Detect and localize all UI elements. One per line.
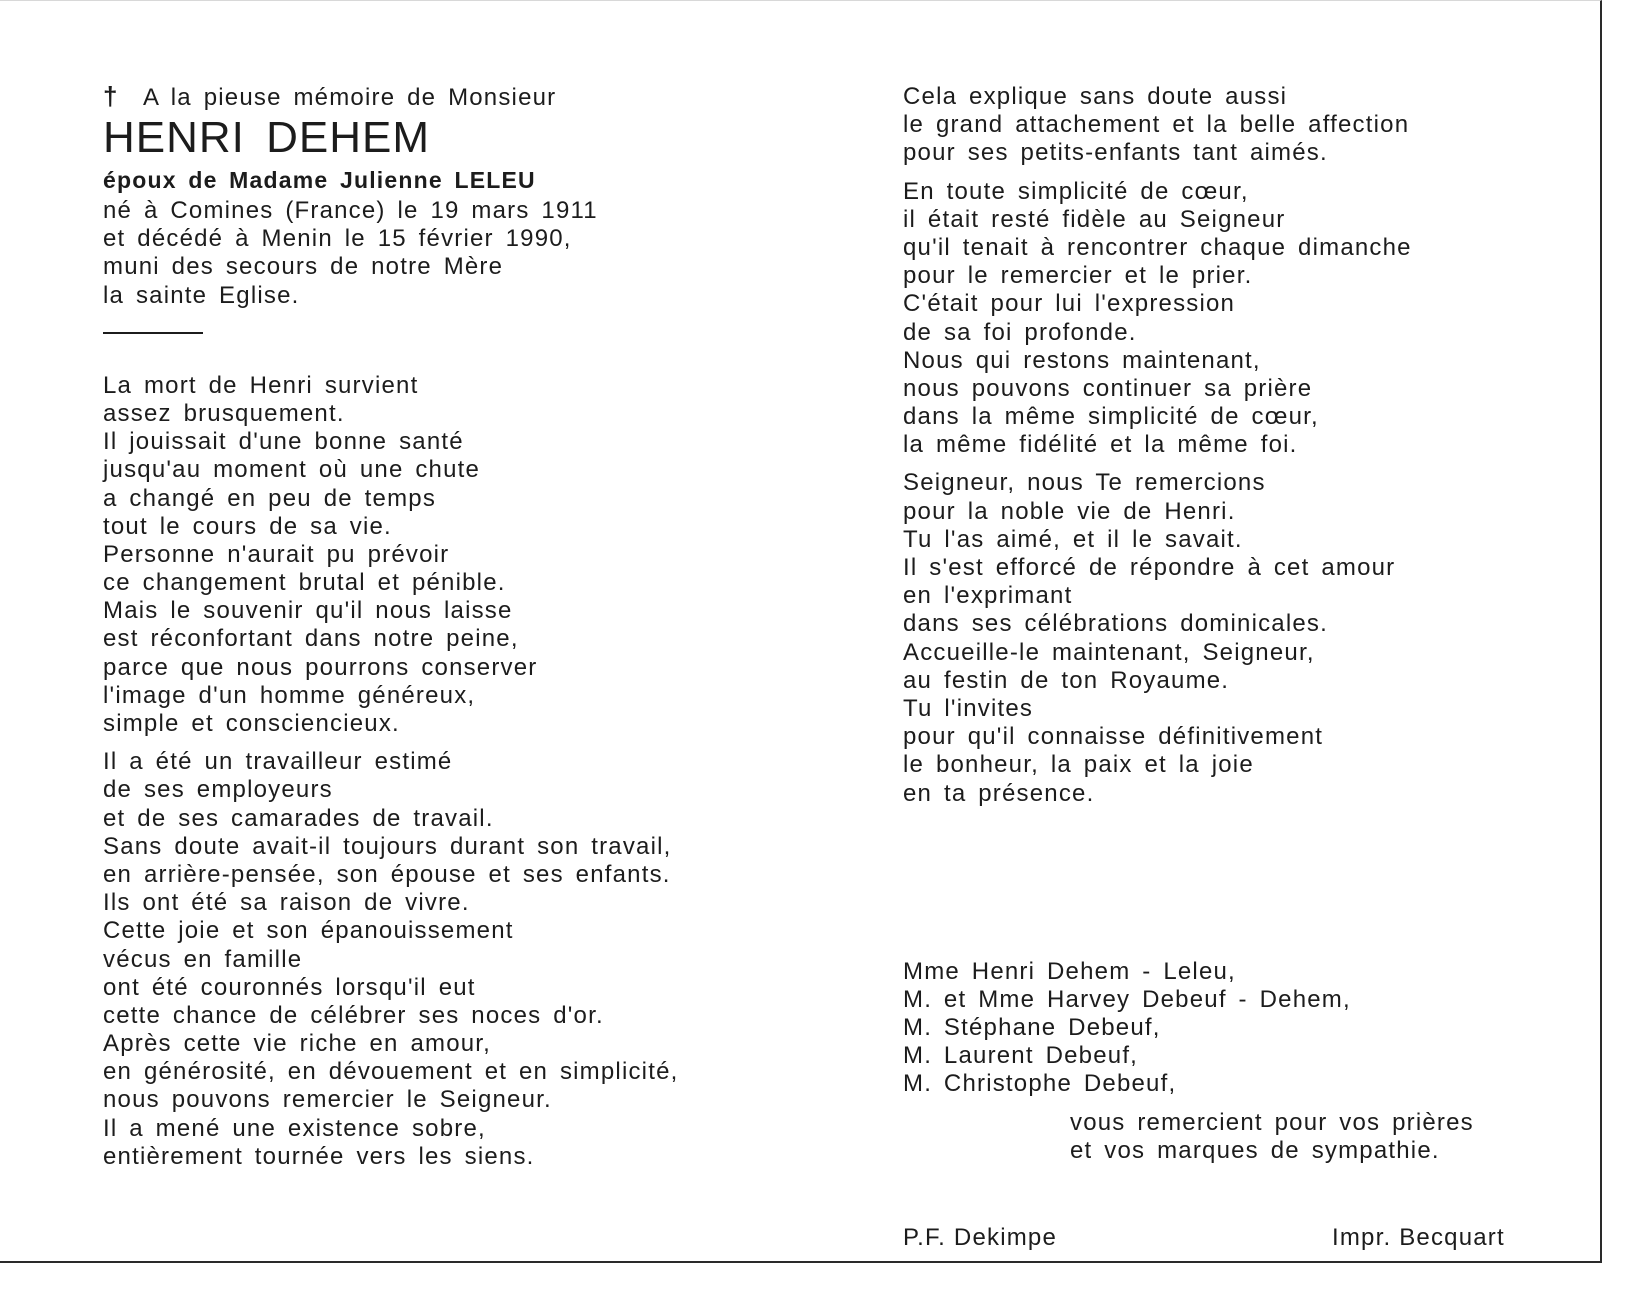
text-line: l'image d'un homme généreux, bbox=[103, 681, 476, 709]
text-line: parce que nous pourrons conserver bbox=[103, 653, 538, 681]
birth-line: né à Comines (France) le 19 mars 1911 bbox=[103, 197, 598, 224]
text-line: pour qu'il connaisse définitivement bbox=[903, 723, 1324, 751]
text-line: et de ses camarades de travail. bbox=[103, 804, 494, 832]
text-line: Nous qui restons maintenant, bbox=[903, 346, 1261, 374]
text-line: il était resté fidèle au Seigneur bbox=[903, 205, 1286, 233]
paragraph-gap bbox=[103, 738, 763, 748]
text-line: ce changement brutal et pénible. bbox=[103, 569, 506, 597]
paragraph-gap bbox=[903, 168, 1563, 178]
text-line: Ils ont été sa raison de vivre. bbox=[103, 889, 470, 917]
cross-icon: † bbox=[103, 81, 119, 111]
text-line: de ses employeurs bbox=[103, 776, 333, 804]
text-line: nous pouvons remercier le Seigneur. bbox=[103, 1086, 552, 1114]
text-line: ont été couronnés lorsqu'il eut bbox=[103, 973, 476, 1001]
church-line: la sainte Eglise. bbox=[103, 281, 300, 309]
left-paragraph-1 bbox=[103, 372, 763, 738]
text-line: entièrement tournée vers les siens. bbox=[103, 1142, 535, 1170]
memorial-line bbox=[103, 81, 763, 111]
text-line: est réconfortant dans notre peine, bbox=[103, 625, 519, 653]
text-line: Tu l'as aimé, et il le savait. bbox=[903, 525, 1243, 553]
text-line: assez brusquement. bbox=[103, 399, 345, 427]
text-line: Personne n'aurait pu prévoir bbox=[103, 540, 450, 568]
text-line: Sans doute avait-il toujours durant son travail, bbox=[103, 832, 672, 860]
right-paragraph-2 bbox=[903, 178, 1563, 460]
paragraph-gap bbox=[903, 459, 1563, 469]
text-line: nous pouvons continuer sa prière bbox=[903, 374, 1313, 402]
memorial-text: A la pieuse mémoire de Monsieur bbox=[143, 84, 557, 111]
left-paragraph-2 bbox=[103, 748, 763, 1171]
printer-credit: Impr. Becquart bbox=[1332, 1224, 1505, 1251]
text-line: Accueille-le maintenant, Seigneur, bbox=[903, 638, 1315, 666]
text-line: Mais le souvenir qu'il nous laisse bbox=[103, 597, 513, 625]
text-line: le grand attachement et la belle affection bbox=[903, 111, 1410, 139]
text-line: pour le remercier et le prier. bbox=[903, 262, 1253, 290]
scan-margin-bottom bbox=[0, 1264, 1648, 1302]
text-line: Après cette vie riche en amour, bbox=[103, 1030, 492, 1058]
death-line: et décédé à Menin le 15 février 1990, bbox=[103, 225, 572, 253]
text-line: en l'exprimant bbox=[903, 582, 1073, 610]
text-line: La mort de Henri survient bbox=[103, 371, 419, 399]
text-line: Il jouissait d'une bonne santé bbox=[103, 428, 464, 456]
thanks-block bbox=[903, 1109, 1563, 1165]
text-line: Il a été un travailleur estimé bbox=[103, 748, 453, 776]
text-line: en générosité, en dévouement et en simplicité, bbox=[103, 1058, 679, 1086]
text-line: qu'il tenait à rencontrer chaque dimanche bbox=[903, 233, 1412, 261]
text-line: le bonheur, la paix et la joie bbox=[903, 751, 1254, 779]
text-line: tout le cours de sa vie. bbox=[103, 512, 392, 540]
text-line: au festin de ton Royaume. bbox=[903, 666, 1230, 694]
text-line: Il a mené une existence sobre, bbox=[103, 1114, 486, 1142]
family-member: M. et Mme Harvey Debeuf - Dehem, bbox=[903, 985, 1351, 1013]
text-line: vécus en famille bbox=[103, 945, 303, 973]
text-line: dans la même simplicité de cœur, bbox=[903, 403, 1319, 431]
text-line: simple et consciencieux. bbox=[103, 710, 400, 737]
text-line: en ta présence. bbox=[903, 779, 1095, 807]
text-line: Cette joie et son épanouissement bbox=[103, 917, 514, 945]
text-line: la même fidélité et la même foi. bbox=[903, 431, 1298, 459]
text-line: en arrière-pensée, son épouse et ses enfants. bbox=[103, 860, 671, 888]
right-paragraph-1 bbox=[903, 83, 1563, 168]
text-line: C'était pour lui l'expression bbox=[903, 290, 1236, 318]
text-line: pour la noble vie de Henri. bbox=[903, 497, 1236, 525]
text-line: jusqu'au moment où une chute bbox=[103, 456, 481, 484]
text-line: Cela explique sans doute aussi bbox=[903, 83, 1288, 110]
text-line: a changé en peu de temps bbox=[103, 484, 437, 512]
text-line: Il s'est efforcé de répondre à cet amour bbox=[903, 554, 1396, 581]
paragraph-gap bbox=[903, 1099, 1563, 1109]
family-member: M. Laurent Debeuf, bbox=[903, 1042, 1139, 1070]
divider bbox=[103, 332, 203, 334]
text-line: de sa foi profonde. bbox=[903, 318, 1137, 346]
left-column bbox=[103, 81, 763, 1171]
thanks-line: et vos marques de sympathie. bbox=[1070, 1136, 1440, 1164]
text-line: Seigneur, nous Te remercions bbox=[903, 469, 1266, 497]
text-line: En toute simplicité de cœur, bbox=[903, 177, 1249, 205]
funeral-director: P.F. Dekimpe bbox=[903, 1224, 1058, 1251]
family-gap bbox=[903, 808, 1563, 958]
scan-margin-right bbox=[1604, 0, 1648, 1302]
text-line: Tu l'invites bbox=[903, 694, 1034, 722]
family-member: M. Christophe Debeuf, bbox=[903, 1070, 1177, 1098]
sacraments-line: muni des secours de notre Mère bbox=[103, 253, 504, 281]
text-line: pour ses petits-enfants tant aimés. bbox=[903, 139, 1328, 167]
family-member: M. Stéphane Debeuf, bbox=[903, 1014, 1161, 1042]
text-line: cette chance de célébrer ses noces d'or. bbox=[103, 1001, 604, 1029]
right-column bbox=[903, 83, 1563, 1165]
right-paragraph-3 bbox=[903, 469, 1563, 807]
spouse-line: époux de Madame Julienne LELEU bbox=[103, 167, 536, 193]
family-list bbox=[903, 958, 1563, 1099]
deceased-name: HENRI DEHEM bbox=[103, 113, 431, 162]
thanks-line: vous remercient pour vos prières bbox=[1070, 1108, 1474, 1136]
text-line: dans ses célébrations dominicales. bbox=[903, 610, 1328, 638]
family-member: Mme Henri Dehem - Leleu, bbox=[903, 957, 1236, 985]
